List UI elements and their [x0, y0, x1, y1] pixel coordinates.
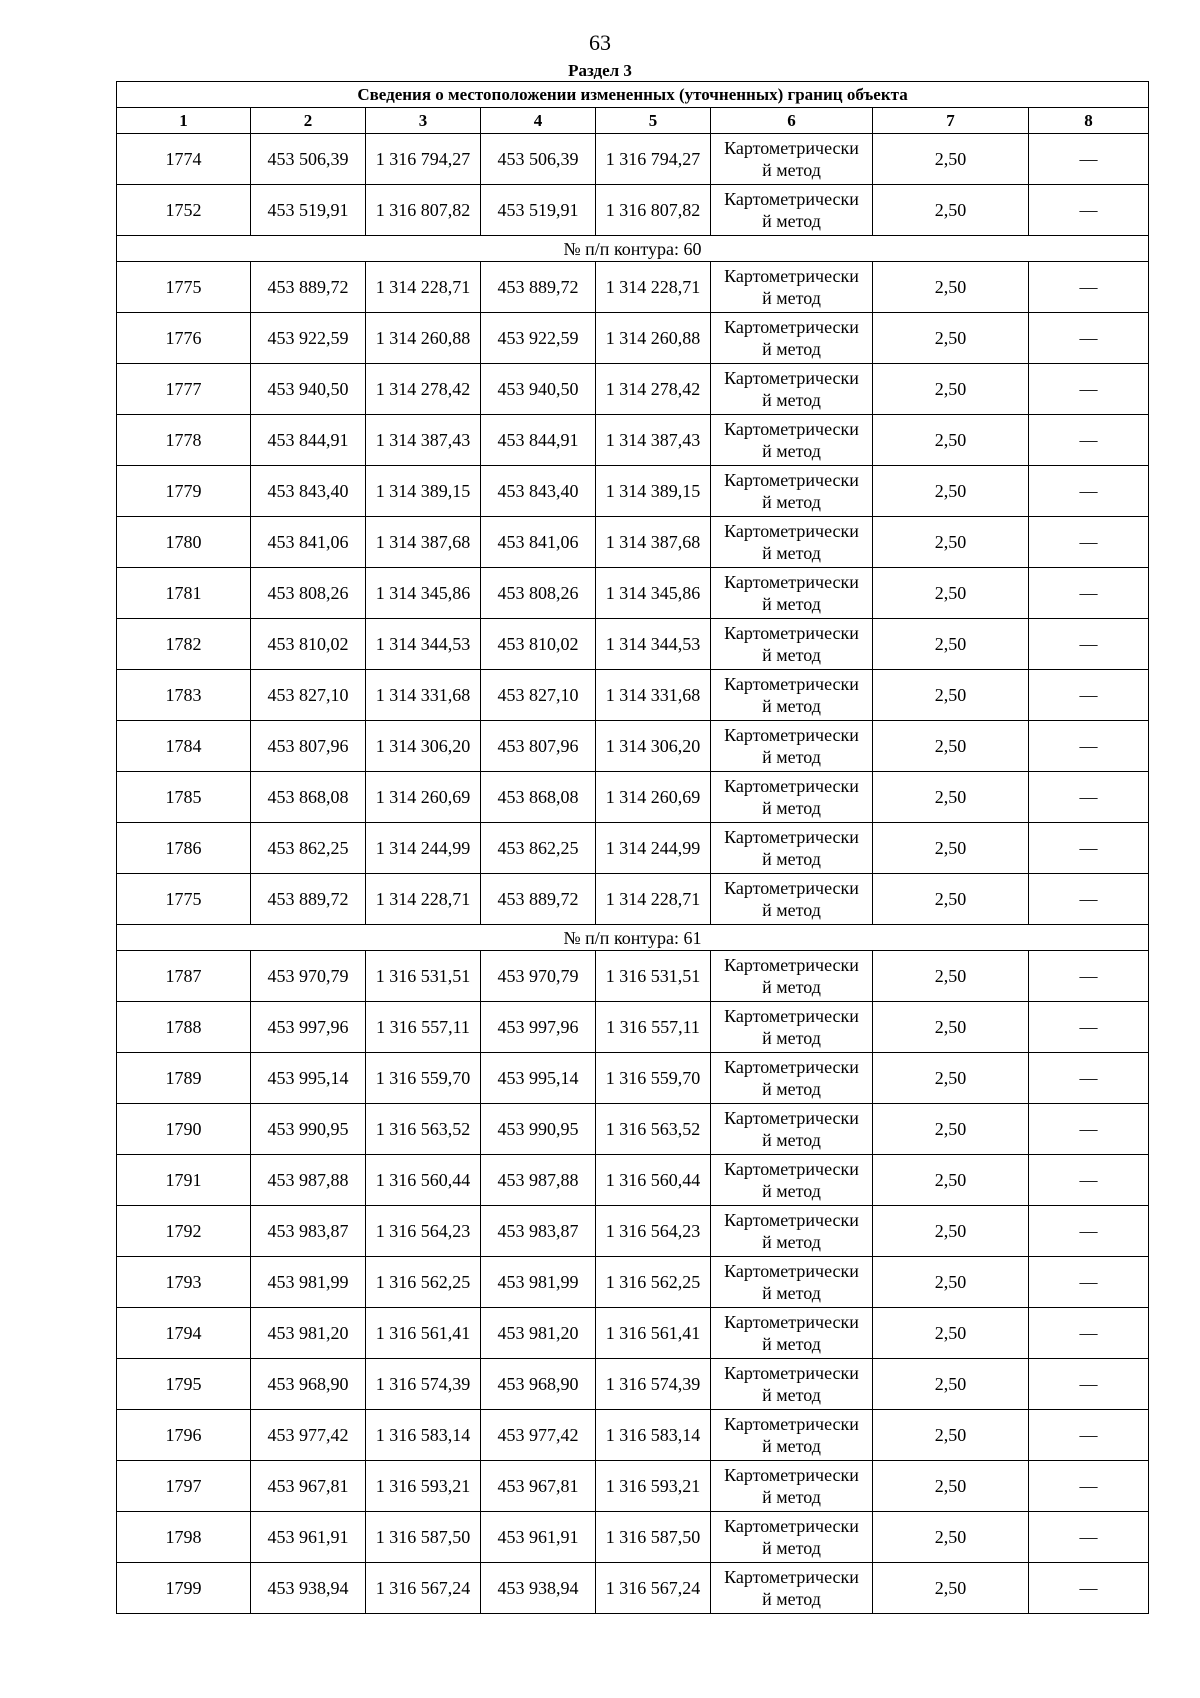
- x-new-cell: 453 889,72: [481, 874, 596, 925]
- y-old-cell: 1 316 561,41: [366, 1308, 481, 1359]
- accuracy-cell: 2,50: [873, 1257, 1029, 1308]
- method-cell: Картометрически й метод: [711, 262, 873, 313]
- description-cell: —: [1029, 262, 1149, 313]
- point-number-cell: 1799: [117, 1563, 251, 1614]
- table-row: [117, 1512, 1149, 1563]
- accuracy-cell: 2,50: [873, 1002, 1029, 1053]
- x-new-cell: 453 841,06: [481, 517, 596, 568]
- x-new-cell: 453 977,42: [481, 1410, 596, 1461]
- x-new-cell: 453 810,02: [481, 619, 596, 670]
- y-new-cell: 1 314 228,71: [596, 874, 711, 925]
- x-old-cell: 453 889,72: [251, 874, 366, 925]
- accuracy-cell: 2,50: [873, 1563, 1029, 1614]
- method-cell: Картометрически й метод: [711, 1053, 873, 1104]
- method-cell: Картометрически й метод: [711, 466, 873, 517]
- x-new-cell: 453 506,39: [481, 134, 596, 185]
- contour-row: [117, 236, 1149, 262]
- x-old-cell: 453 810,02: [251, 619, 366, 670]
- y-old-cell: 1 316 559,70: [366, 1053, 481, 1104]
- description-cell: —: [1029, 874, 1149, 925]
- accuracy-cell: 2,50: [873, 313, 1029, 364]
- x-new-cell: 453 519,91: [481, 185, 596, 236]
- y-new-cell: 1 314 228,71: [596, 262, 711, 313]
- x-old-cell: 453 922,59: [251, 313, 366, 364]
- y-old-cell: 1 314 331,68: [366, 670, 481, 721]
- description-cell: —: [1029, 1155, 1149, 1206]
- y-old-cell: 1 316 587,50: [366, 1512, 481, 1563]
- y-old-cell: 1 314 278,42: [366, 364, 481, 415]
- x-old-cell: 453 983,87: [251, 1206, 366, 1257]
- y-new-cell: 1 314 344,53: [596, 619, 711, 670]
- x-old-cell: 453 807,96: [251, 721, 366, 772]
- table-row: [117, 466, 1149, 517]
- y-new-cell: 1 316 567,24: [596, 1563, 711, 1614]
- y-new-cell: 1 314 260,69: [596, 772, 711, 823]
- y-new-cell: 1 316 561,41: [596, 1308, 711, 1359]
- accuracy-cell: 2,50: [873, 1461, 1029, 1512]
- x-new-cell: 453 981,20: [481, 1308, 596, 1359]
- section-title: Раздел 3: [568, 61, 632, 80]
- y-new-cell: 1 316 807,82: [596, 185, 711, 236]
- method-cell: Картометрически й метод: [711, 185, 873, 236]
- point-number-cell: 1777: [117, 364, 251, 415]
- table-row: [117, 364, 1149, 415]
- accuracy-cell: 2,50: [873, 1359, 1029, 1410]
- table-row: [117, 568, 1149, 619]
- x-old-cell: 453 862,25: [251, 823, 366, 874]
- table-row: [117, 415, 1149, 466]
- method-cell: Картометрически й метод: [711, 619, 873, 670]
- method-cell: Картометрически й метод: [711, 823, 873, 874]
- point-number-cell: 1781: [117, 568, 251, 619]
- table-row: [117, 1104, 1149, 1155]
- accuracy-cell: 2,50: [873, 823, 1029, 874]
- page-number: 63: [589, 30, 611, 55]
- accuracy-cell: 2,50: [873, 1512, 1029, 1563]
- table-row: [117, 1206, 1149, 1257]
- table-row: [117, 1461, 1149, 1512]
- y-old-cell: 1 316 562,25: [366, 1257, 481, 1308]
- table-row: [117, 670, 1149, 721]
- x-new-cell: 453 940,50: [481, 364, 596, 415]
- method-cell: Картометрически й метод: [711, 1104, 873, 1155]
- x-new-cell: 453 968,90: [481, 1359, 596, 1410]
- description-cell: —: [1029, 185, 1149, 236]
- y-new-cell: 1 316 563,52: [596, 1104, 711, 1155]
- accuracy-cell: 2,50: [873, 134, 1029, 185]
- table-row: [117, 1257, 1149, 1308]
- y-old-cell: 1 316 560,44: [366, 1155, 481, 1206]
- table-row: [117, 1563, 1149, 1614]
- x-old-cell: 453 519,91: [251, 185, 366, 236]
- method-cell: Картометрически й метод: [711, 670, 873, 721]
- description-cell: —: [1029, 313, 1149, 364]
- y-old-cell: 1 316 564,23: [366, 1206, 481, 1257]
- point-number-cell: 1787: [117, 951, 251, 1002]
- table-row: [117, 517, 1149, 568]
- accuracy-cell: 2,50: [873, 466, 1029, 517]
- y-old-cell: 1 314 244,99: [366, 823, 481, 874]
- accuracy-cell: 2,50: [873, 1206, 1029, 1257]
- x-new-cell: 453 967,81: [481, 1461, 596, 1512]
- contour-label: № п/п контура: 61: [117, 925, 1149, 951]
- point-number-cell: 1798: [117, 1512, 251, 1563]
- point-number-cell: 1778: [117, 415, 251, 466]
- column-header: 7: [873, 108, 1029, 134]
- y-new-cell: 1 316 559,70: [596, 1053, 711, 1104]
- table-row: [117, 1410, 1149, 1461]
- description-cell: —: [1029, 1002, 1149, 1053]
- x-new-cell: 453 995,14: [481, 1053, 596, 1104]
- column-header: 1: [117, 108, 251, 134]
- x-new-cell: 453 970,79: [481, 951, 596, 1002]
- point-number-cell: 1790: [117, 1104, 251, 1155]
- point-number-cell: 1797: [117, 1461, 251, 1512]
- x-old-cell: 453 995,14: [251, 1053, 366, 1104]
- description-cell: —: [1029, 772, 1149, 823]
- accuracy-cell: 2,50: [873, 619, 1029, 670]
- method-cell: Картометрически й метод: [711, 364, 873, 415]
- y-old-cell: 1 314 228,71: [366, 262, 481, 313]
- description-cell: —: [1029, 415, 1149, 466]
- y-new-cell: 1 314 331,68: [596, 670, 711, 721]
- x-old-cell: 453 967,81: [251, 1461, 366, 1512]
- method-cell: Картометрически й метод: [711, 1155, 873, 1206]
- y-old-cell: 1 314 387,68: [366, 517, 481, 568]
- y-new-cell: 1 314 389,15: [596, 466, 711, 517]
- boundary-coordinates-table: [116, 81, 1149, 1614]
- description-cell: —: [1029, 670, 1149, 721]
- point-number-cell: 1780: [117, 517, 251, 568]
- x-new-cell: 453 843,40: [481, 466, 596, 517]
- table-row: [117, 772, 1149, 823]
- y-old-cell: 1 314 260,69: [366, 772, 481, 823]
- description-cell: —: [1029, 1563, 1149, 1614]
- x-old-cell: 453 889,72: [251, 262, 366, 313]
- table-row: [117, 134, 1149, 185]
- description-cell: —: [1029, 364, 1149, 415]
- x-old-cell: 453 841,06: [251, 517, 366, 568]
- description-cell: —: [1029, 517, 1149, 568]
- y-new-cell: 1 314 244,99: [596, 823, 711, 874]
- accuracy-cell: 2,50: [873, 951, 1029, 1002]
- point-number-cell: 1788: [117, 1002, 251, 1053]
- y-new-cell: 1 316 560,44: [596, 1155, 711, 1206]
- table-row: [117, 619, 1149, 670]
- table-row: [117, 262, 1149, 313]
- method-cell: Картометрически й метод: [711, 313, 873, 364]
- accuracy-cell: 2,50: [873, 364, 1029, 415]
- table-row: [117, 951, 1149, 1002]
- method-cell: Картометрически й метод: [711, 415, 873, 466]
- point-number-cell: 1782: [117, 619, 251, 670]
- y-old-cell: 1 314 228,71: [366, 874, 481, 925]
- table-title: Сведения о местоположении измененных (уточненных) границ объекта: [117, 82, 1149, 108]
- column-header: 5: [596, 108, 711, 134]
- method-cell: Картометрически й метод: [711, 1512, 873, 1563]
- x-new-cell: 453 889,72: [481, 262, 596, 313]
- description-cell: —: [1029, 1257, 1149, 1308]
- method-cell: Картометрически й метод: [711, 1308, 873, 1359]
- point-number-cell: 1791: [117, 1155, 251, 1206]
- accuracy-cell: 2,50: [873, 1410, 1029, 1461]
- table-row: [117, 1053, 1149, 1104]
- x-old-cell: 453 868,08: [251, 772, 366, 823]
- x-old-cell: 453 938,94: [251, 1563, 366, 1614]
- y-new-cell: 1 316 583,14: [596, 1410, 711, 1461]
- point-number-cell: 1796: [117, 1410, 251, 1461]
- accuracy-cell: 2,50: [873, 517, 1029, 568]
- x-old-cell: 453 940,50: [251, 364, 366, 415]
- contour-label: № п/п контура: 60: [117, 236, 1149, 262]
- method-cell: Картометрически й метод: [711, 568, 873, 619]
- x-new-cell: 453 983,87: [481, 1206, 596, 1257]
- x-new-cell: 453 961,91: [481, 1512, 596, 1563]
- method-cell: Картометрически й метод: [711, 1461, 873, 1512]
- description-cell: —: [1029, 1308, 1149, 1359]
- y-new-cell: 1 314 387,68: [596, 517, 711, 568]
- y-old-cell: 1 316 807,82: [366, 185, 481, 236]
- point-number-cell: 1779: [117, 466, 251, 517]
- accuracy-cell: 2,50: [873, 772, 1029, 823]
- y-old-cell: 1 316 593,21: [366, 1461, 481, 1512]
- point-number-cell: 1775: [117, 874, 251, 925]
- accuracy-cell: 2,50: [873, 670, 1029, 721]
- x-new-cell: 453 827,10: [481, 670, 596, 721]
- description-cell: —: [1029, 1512, 1149, 1563]
- point-number-cell: 1795: [117, 1359, 251, 1410]
- y-new-cell: 1 314 306,20: [596, 721, 711, 772]
- y-new-cell: 1 316 587,50: [596, 1512, 711, 1563]
- accuracy-cell: 2,50: [873, 721, 1029, 772]
- column-header: 8: [1029, 108, 1149, 134]
- y-new-cell: 1 316 574,39: [596, 1359, 711, 1410]
- y-new-cell: 1 316 593,21: [596, 1461, 711, 1512]
- y-old-cell: 1 316 574,39: [366, 1359, 481, 1410]
- x-old-cell: 453 987,88: [251, 1155, 366, 1206]
- x-old-cell: 453 970,79: [251, 951, 366, 1002]
- x-old-cell: 453 977,42: [251, 1410, 366, 1461]
- x-new-cell: 453 938,94: [481, 1563, 596, 1614]
- accuracy-cell: 2,50: [873, 1155, 1029, 1206]
- point-number-cell: 1793: [117, 1257, 251, 1308]
- method-cell: Картометрически й метод: [711, 1563, 873, 1614]
- y-old-cell: 1 314 389,15: [366, 466, 481, 517]
- description-cell: —: [1029, 619, 1149, 670]
- point-number-cell: 1783: [117, 670, 251, 721]
- method-cell: Картометрически й метод: [711, 1002, 873, 1053]
- method-cell: Картометрически й метод: [711, 1206, 873, 1257]
- method-cell: Картометрически й метод: [711, 721, 873, 772]
- method-cell: Картометрически й метод: [711, 874, 873, 925]
- y-old-cell: 1 314 260,88: [366, 313, 481, 364]
- method-cell: Картометрически й метод: [711, 772, 873, 823]
- point-number-cell: 1789: [117, 1053, 251, 1104]
- x-old-cell: 453 808,26: [251, 568, 366, 619]
- method-cell: Картометрически й метод: [711, 1359, 873, 1410]
- column-header: 3: [366, 108, 481, 134]
- point-number-cell: 1794: [117, 1308, 251, 1359]
- column-header: 2: [251, 108, 366, 134]
- y-old-cell: 1 316 557,11: [366, 1002, 481, 1053]
- accuracy-cell: 2,50: [873, 874, 1029, 925]
- description-cell: —: [1029, 951, 1149, 1002]
- table-row: [117, 185, 1149, 236]
- column-header: 4: [481, 108, 596, 134]
- x-new-cell: 453 922,59: [481, 313, 596, 364]
- table-row: [117, 721, 1149, 772]
- method-cell: Картометрически й метод: [711, 517, 873, 568]
- table-body: [117, 134, 1149, 1614]
- y-old-cell: 1 316 583,14: [366, 1410, 481, 1461]
- x-old-cell: 453 981,99: [251, 1257, 366, 1308]
- table-row: [117, 1155, 1149, 1206]
- description-cell: —: [1029, 1461, 1149, 1512]
- point-number-cell: 1786: [117, 823, 251, 874]
- y-new-cell: 1 316 564,23: [596, 1206, 711, 1257]
- y-new-cell: 1 316 562,25: [596, 1257, 711, 1308]
- description-cell: —: [1029, 1359, 1149, 1410]
- x-old-cell: 453 506,39: [251, 134, 366, 185]
- method-cell: Картометрически й метод: [711, 951, 873, 1002]
- y-old-cell: 1 314 345,86: [366, 568, 481, 619]
- x-old-cell: 453 997,96: [251, 1002, 366, 1053]
- y-old-cell: 1 316 794,27: [366, 134, 481, 185]
- x-old-cell: 453 827,10: [251, 670, 366, 721]
- table-row: [117, 1002, 1149, 1053]
- description-cell: —: [1029, 823, 1149, 874]
- accuracy-cell: 2,50: [873, 185, 1029, 236]
- y-new-cell: 1 316 531,51: [596, 951, 711, 1002]
- accuracy-cell: 2,50: [873, 568, 1029, 619]
- y-new-cell: 1 314 387,43: [596, 415, 711, 466]
- x-old-cell: 453 990,95: [251, 1104, 366, 1155]
- method-cell: Картометрически й метод: [711, 134, 873, 185]
- method-cell: Картометрически й метод: [711, 1257, 873, 1308]
- y-new-cell: 1 314 278,42: [596, 364, 711, 415]
- y-old-cell: 1 314 344,53: [366, 619, 481, 670]
- point-number-cell: 1774: [117, 134, 251, 185]
- description-cell: —: [1029, 1053, 1149, 1104]
- x-new-cell: 453 807,96: [481, 721, 596, 772]
- y-old-cell: 1 314 387,43: [366, 415, 481, 466]
- y-new-cell: 1 314 260,88: [596, 313, 711, 364]
- description-cell: —: [1029, 721, 1149, 772]
- column-header: 6: [711, 108, 873, 134]
- x-new-cell: 453 981,99: [481, 1257, 596, 1308]
- description-cell: —: [1029, 568, 1149, 619]
- description-cell: —: [1029, 1104, 1149, 1155]
- x-old-cell: 453 843,40: [251, 466, 366, 517]
- accuracy-cell: 2,50: [873, 262, 1029, 313]
- point-number-cell: 1784: [117, 721, 251, 772]
- point-number-cell: 1785: [117, 772, 251, 823]
- point-number-cell: 1775: [117, 262, 251, 313]
- table-row: [117, 874, 1149, 925]
- table-row: [117, 823, 1149, 874]
- accuracy-cell: 2,50: [873, 415, 1029, 466]
- point-number-cell: 1776: [117, 313, 251, 364]
- y-old-cell: 1 314 306,20: [366, 721, 481, 772]
- accuracy-cell: 2,50: [873, 1104, 1029, 1155]
- accuracy-cell: 2,50: [873, 1053, 1029, 1104]
- y-new-cell: 1 314 345,86: [596, 568, 711, 619]
- table-row: [117, 1308, 1149, 1359]
- y-new-cell: 1 316 557,11: [596, 1002, 711, 1053]
- x-new-cell: 453 987,88: [481, 1155, 596, 1206]
- table-row: [117, 313, 1149, 364]
- point-number-cell: 1792: [117, 1206, 251, 1257]
- description-cell: —: [1029, 134, 1149, 185]
- x-new-cell: 453 844,91: [481, 415, 596, 466]
- accuracy-cell: 2,50: [873, 1308, 1029, 1359]
- x-new-cell: 453 990,95: [481, 1104, 596, 1155]
- x-old-cell: 453 961,91: [251, 1512, 366, 1563]
- x-new-cell: 453 868,08: [481, 772, 596, 823]
- x-new-cell: 453 808,26: [481, 568, 596, 619]
- y-new-cell: 1 316 794,27: [596, 134, 711, 185]
- x-new-cell: 453 862,25: [481, 823, 596, 874]
- point-number-cell: 1752: [117, 185, 251, 236]
- description-cell: —: [1029, 466, 1149, 517]
- y-old-cell: 1 316 563,52: [366, 1104, 481, 1155]
- x-old-cell: 453 844,91: [251, 415, 366, 466]
- description-cell: —: [1029, 1410, 1149, 1461]
- x-old-cell: 453 981,20: [251, 1308, 366, 1359]
- y-old-cell: 1 316 531,51: [366, 951, 481, 1002]
- table-row: [117, 1359, 1149, 1410]
- description-cell: —: [1029, 1206, 1149, 1257]
- method-cell: Картометрически й метод: [711, 1410, 873, 1461]
- x-new-cell: 453 997,96: [481, 1002, 596, 1053]
- y-old-cell: 1 316 567,24: [366, 1563, 481, 1614]
- contour-row: [117, 925, 1149, 951]
- x-old-cell: 453 968,90: [251, 1359, 366, 1410]
